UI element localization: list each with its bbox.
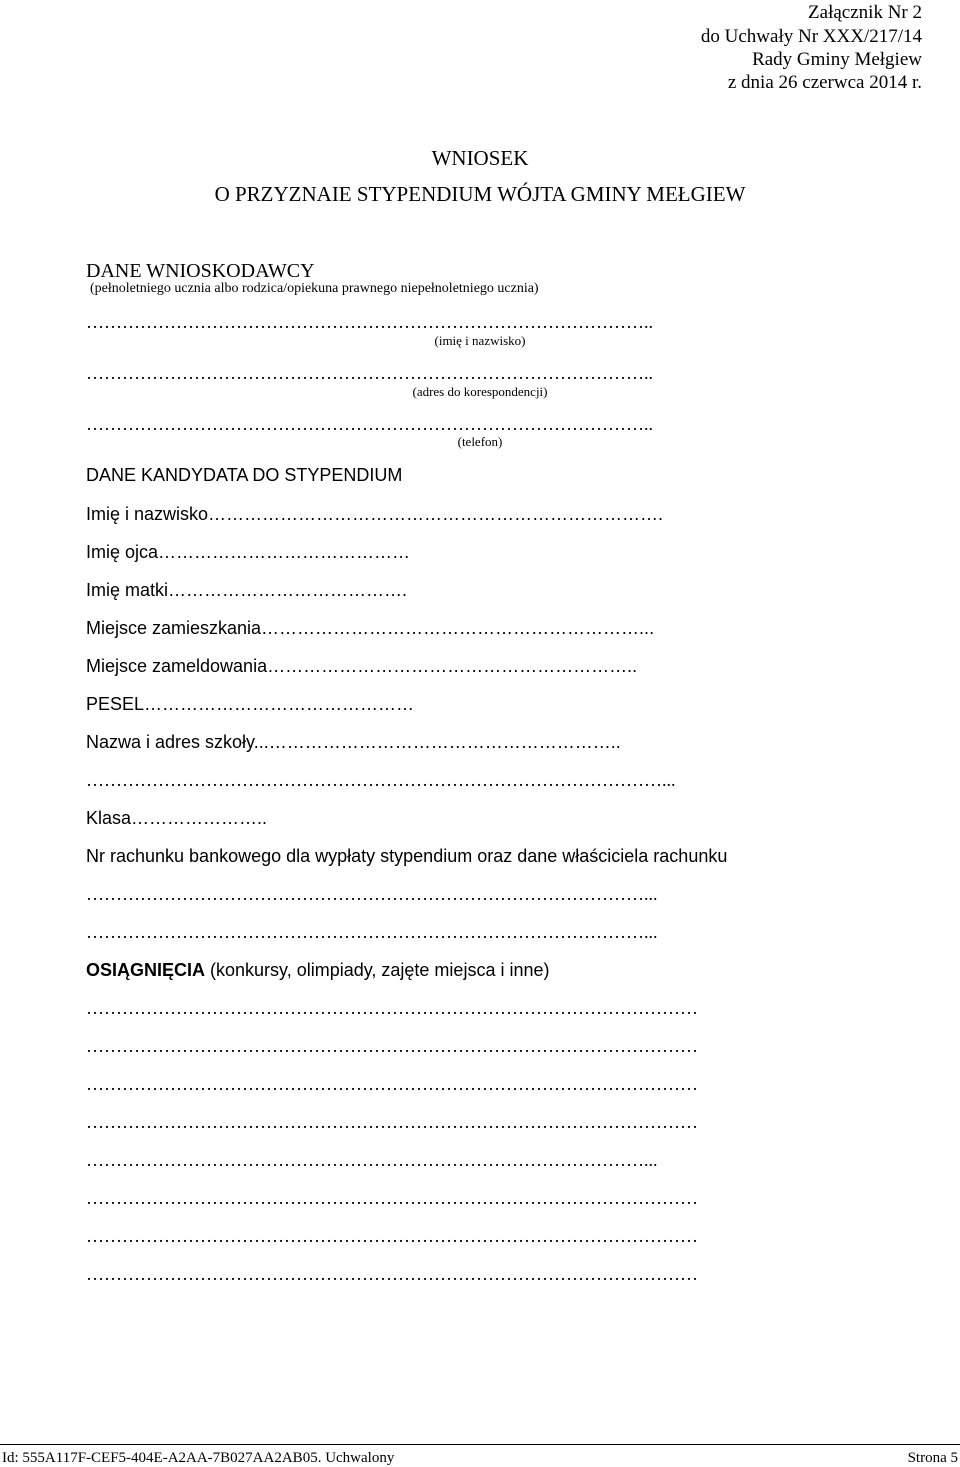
footer-divider [0, 1444, 960, 1445]
achievements-line[interactable]: ………………………………………………………………………………………… [86, 999, 698, 1017]
achievements-line[interactable]: …………………………………………………………………………………... [86, 1151, 658, 1169]
achievements-line[interactable]: ………………………………………………………………………………………… [86, 1075, 698, 1093]
candidate-residence-field[interactable]: Miejsce zamieszkania………………………………………………………... [86, 618, 655, 638]
applicant-address-caption: (adres do korespondencji) [412, 384, 548, 399]
achievements-line[interactable]: ………………………………………………………………………………………… [86, 1113, 698, 1131]
resolution-date: z dnia 26 czerwca 2014 r. [727, 72, 922, 93]
achievements-line[interactable]: ………………………………………………………………………………………… [86, 1227, 698, 1245]
school-field-continued[interactable]: ……………………………………………………………………………………... [86, 771, 676, 789]
achievements-heading-bold: OSIĄGNIĘCIA [86, 960, 206, 980]
candidate-heading: DANE KANDYDATA DO STYPENDIUM [86, 465, 403, 485]
class-field[interactable]: Klasa………………….. [86, 808, 268, 828]
candidate-name-field[interactable]: Imię i nazwisko…………………………………………………………………. [86, 504, 664, 524]
bank-account-field-1[interactable]: …………………………………………………………………………………... [86, 885, 658, 903]
council-name: Rady Gminy Mełgiew [752, 49, 922, 70]
achievements-line[interactable]: ………………………………………………………………………………………… [86, 1037, 698, 1055]
bank-account-field-2[interactable]: …………………………………………………………………………………... [86, 923, 658, 941]
candidate-pesel-field[interactable]: PESEL……………………………………… [86, 694, 415, 714]
applicant-phone-field[interactable]: ………………………………………………………………………………….. [86, 415, 653, 433]
applicant-name-field[interactable]: ………………………………………………………………………………….. [86, 313, 653, 331]
candidate-father-field[interactable]: Imię ojca…………………………………… [86, 542, 411, 562]
applicant-heading: DANE WNIOSKODAWCY [86, 260, 315, 282]
document-title: WNIOSEK [431, 146, 529, 170]
applicant-address-field[interactable]: ………………………………………………………………………………….. [86, 364, 653, 382]
document-subtitle: O PRZYZNAIE STYPENDIUM WÓJTA GMINY MEŁGIEW [214, 182, 746, 206]
school-field[interactable]: Nazwa i adres szkoły...………………………………………………….. [86, 732, 621, 752]
achievements-heading [86, 961, 549, 979]
footer-page-number: Strona 5 [907, 1450, 958, 1466]
achievements-line[interactable]: ………………………………………………………………………………………… [86, 1189, 698, 1207]
resolution-number: do Uchwały Nr XXX/217/14 [700, 26, 922, 47]
candidate-mother-field[interactable]: Imię matki…………………………………. [86, 580, 408, 600]
applicant-phone-caption: (telefon) [457, 434, 503, 449]
achievements-heading-rest: (konkursy, olimpiady, zajęte miejsca i inne) [205, 960, 550, 980]
footer-document-id: Id: 555A117F-CEF5-404E-A2AA-7B027AA2AB05. Uchwalony [2, 1450, 395, 1466]
candidate-registration-field[interactable]: Miejsce zameldowania…………………………………………………….. [86, 656, 638, 676]
attachment-number: Załącznik Nr 2 [808, 2, 922, 23]
applicant-name-caption: (imię i nazwisko) [434, 333, 526, 348]
applicant-subheading: (pełnoletniego ucznia albo rodzica/opiekuna prawnego niepełnoletniego ucznia) [90, 281, 539, 296]
achievements-line[interactable]: ………………………………………………………………………………………… [86, 1265, 698, 1283]
bank-account-heading: Nr rachunku bankowego dla wypłaty stypendium oraz dane właściciela rachunku [86, 846, 728, 866]
